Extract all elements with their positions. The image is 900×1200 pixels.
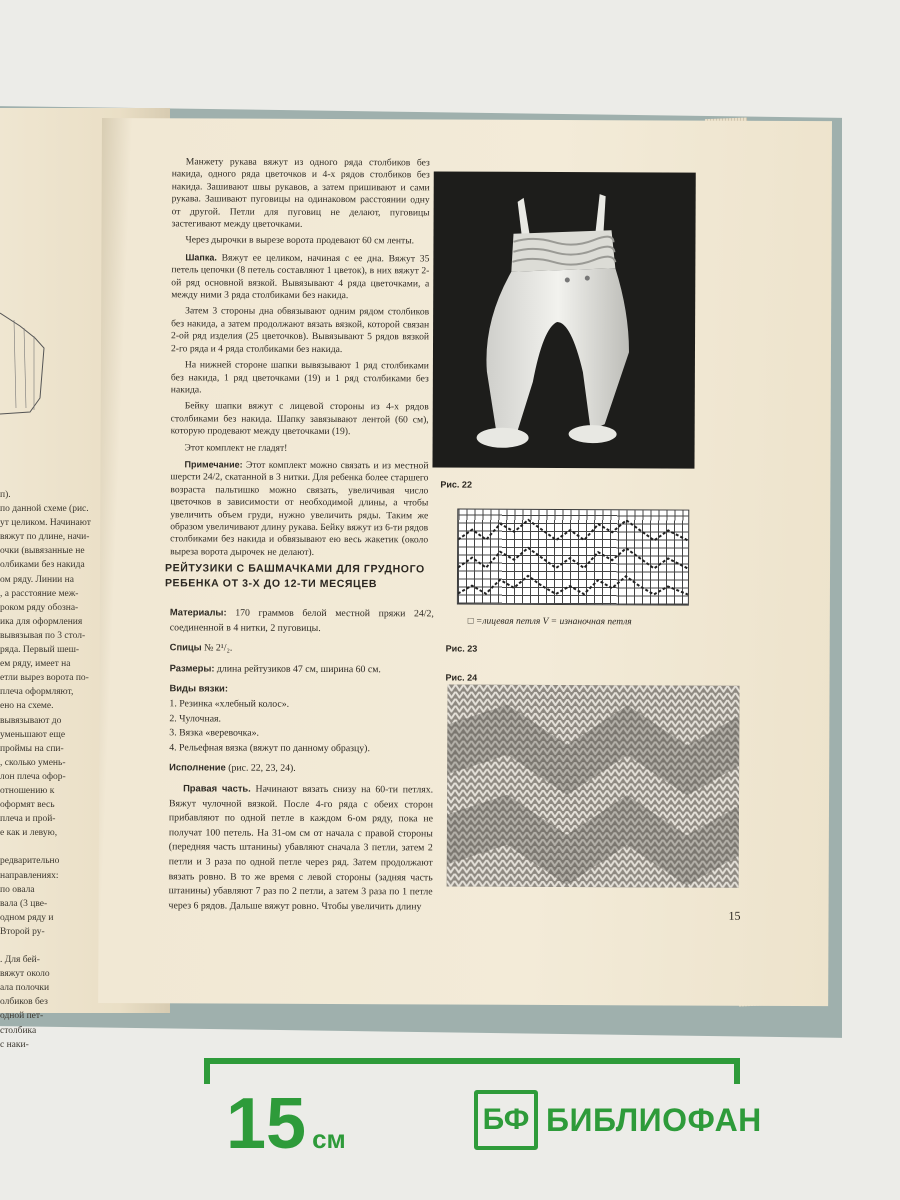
text-line: вывязывая по 3 стол-	[0, 630, 86, 641]
types-line	[169, 682, 433, 699]
page-number: 15	[728, 908, 741, 923]
text-line: одной пет-	[0, 1011, 44, 1022]
figure-24-knit-sample-photo	[447, 685, 740, 888]
types-list	[169, 697, 433, 757]
pattern-diagram	[0, 308, 60, 418]
romper-illustration	[432, 171, 695, 468]
text-line: с наки-	[0, 1039, 29, 1050]
sizes-text: длина рейтузиков 47 см, ширина 60 см.	[216, 663, 381, 676]
text-line: вала (3 цве-	[0, 898, 48, 909]
text-line: по данной схеме (рис.	[0, 504, 89, 515]
text-line: , сколько умень-	[0, 757, 66, 768]
text-line: Второй ру-	[0, 926, 45, 937]
figure-23-legend: □ =лицевая петля V = изнаночная петля	[467, 616, 632, 628]
text-line: ала полочки	[0, 983, 50, 994]
types-label: Виды вязки:	[169, 682, 228, 694]
instructions-column-bottom	[169, 605, 434, 919]
text-line: вяжут по длине, начи-	[0, 532, 90, 543]
list-item: 4. Рельефная вязка (вяжут по данному образцу).	[169, 742, 370, 754]
ruler-unit: см	[312, 1124, 346, 1154]
text-line: ено на схеме.	[0, 701, 54, 712]
knit-texture	[447, 685, 740, 888]
sizes-line	[170, 661, 434, 678]
text-line: олбиками без накида	[0, 560, 85, 571]
ruler-number: 15	[226, 1084, 307, 1164]
text-line: плеча оформляют,	[0, 687, 74, 698]
text-line: очки (вывязанные не	[0, 546, 85, 557]
text-line: одном ряду и	[0, 912, 54, 923]
paragraph-text: Вяжут ее целиком, начиная с ее дна. Вяжут 35 петель цепочки (8 петель составляют 1 цветок), в них вяжут 2-ой ряд основной вязкой. Вывязывают 4 ряда цветочками, а между ними 3 ряда столбиками без накида.	[171, 252, 430, 302]
figure-22-photo	[432, 171, 695, 468]
text-line: ут целиком. Начинают	[0, 518, 91, 529]
right-page	[98, 118, 832, 1006]
right-part-paragraph	[169, 781, 434, 914]
text-line: . Для бей-	[0, 955, 40, 966]
text-line: вяжут около	[0, 969, 50, 980]
text-line: п).	[0, 490, 11, 500]
text-line: е как и левую,	[0, 828, 58, 839]
materials-label: Материалы:	[169, 606, 227, 618]
right-part-label: Правая часть.	[183, 782, 251, 794]
text-line: , а расстояние меж-	[0, 588, 79, 599]
paragraph	[170, 458, 428, 559]
materials-line	[170, 605, 434, 636]
list-item: 3. Вязка «веревочка».	[169, 727, 259, 739]
paragraph	[171, 251, 429, 303]
zigzag-pattern	[458, 510, 688, 605]
note-text: Этот комплект можно связать и из местной шерсти 24/2, скатанной в 3 нитки. Для ребенка более старшего возраста пальтишко можно связать, увеличивая число цветочков в зависимости от необходимой длины, а чтобы увеличить объем груди, нужно увеличить ряды. Таким же образом увеличивают длину рукава. Бейку вяжут из 6-ти рядов столбиками без накида и обвязывают ею весь жакетик (около выреза ворота дырочек не делают).	[170, 459, 429, 558]
text-line: вывязывают до	[0, 715, 62, 726]
section-heading: РЕЙТУЗИКИ С БАШМАЧКАМИ ДЛЯ ГРУДНОГО РЕБЕНКА ОТ 3-Х ДО 12-ТИ МЕСЯЦЕВ	[164, 562, 425, 591]
figure-24-caption: Рис. 24	[445, 672, 478, 683]
text-line: ем ряду, имеет на	[0, 659, 71, 670]
paragraph: Бейку шапки вяжут с лицевой стороны из 4-х рядов столбиками без накида. Шапку завязывают лентой (60 см), которую продевают между цветочками (19).	[170, 400, 429, 438]
text-line: редварительно	[0, 856, 60, 867]
note-label: Примечание:	[184, 459, 243, 470]
paragraph: Манжету рукава вяжут из одного ряда столбиков без накида, одного ряда цветочков и 4-х рядов столбиков без накида. Зашивают швы рукавов, а затем пришивают и сами рукава. Зашивают пуговицы на одинаковом расстоянии одну от другой. Петли для пуговиц не делают, пуговицы застегивают между цветочками.	[171, 156, 430, 230]
paragraph: На нижней стороне шапки вывязывают 1 ряд столбиками без накида, 1 ряд цветочками (19) и 1 ряд столбиками без накида.	[170, 359, 429, 396]
brand-watermark	[474, 1090, 762, 1150]
text-line: отношению к	[0, 785, 55, 796]
text-line: ика для оформления	[0, 616, 83, 627]
text-line: олбиков без	[0, 997, 48, 1008]
text-line: столбика	[0, 1025, 37, 1036]
right-part-text: Начинают вязать снизу на 60-ти петлях. Вяжут чулочной вязкой. После 4-го ряда с обеих сторон прибавляют по одной петле в каждом 6-ом ряду, пока не получат 100 петель. На 31-ом см от начала с правой стороны (передняя часть штанины) убавляют сначала 3 петли, затем 2 петли и 3 раза по одной петле через ряд. Затем продолжают вязать ровно. В то же время с левой стороны (задняя часть штанины) убавляют 7 раз по 2 петли, а затем 3 раза по 1 петле через 6 рядов. Дальше вяжут ровно. Чтобы увеличить длину	[168, 783, 434, 913]
paragraph: Через дырочки в вырезе ворота продевают 60 см ленты.	[185, 234, 415, 247]
text-line: ряда. Первый шеш-	[0, 645, 80, 656]
list-item: 2. Чулочная.	[169, 712, 222, 725]
execution-line	[169, 761, 433, 778]
sizes-label: Размеры:	[169, 662, 215, 674]
figure-23-knitting-chart	[457, 509, 689, 606]
text-line: етли вырез ворота по-	[0, 673, 89, 684]
text-line: по овала	[0, 884, 35, 895]
execution-label: Исполнение	[169, 761, 226, 773]
needles-line	[170, 640, 434, 657]
text-line: ом ряду. Линии на	[0, 574, 74, 585]
figure-23-caption: Рис. 23	[445, 643, 478, 654]
text-line: проймы на спи-	[0, 743, 64, 754]
paragraph: Этот комплект не гладят!	[184, 441, 288, 454]
instructions-column-top	[170, 156, 430, 563]
execution-text: (рис. 22, 23, 24).	[228, 762, 296, 775]
figure-22-caption: Рис. 22	[440, 479, 472, 490]
text-line: оформят весь	[0, 800, 55, 811]
brand-name: БИБЛИОФАН	[546, 1101, 762, 1138]
materials-text: 170 граммов белой местной пряжи 24/2, соединенной в 4 нитки, 2 пуговицы.	[169, 607, 434, 634]
needles-label: Спицы	[169, 641, 202, 653]
brand-logo-icon: БФ	[474, 1090, 538, 1150]
needles-text: № 2¹/₂.	[204, 642, 233, 654]
text-line: направлениях:	[0, 870, 59, 881]
text-line: уменьшают еще	[0, 729, 66, 740]
ruler-label	[226, 1084, 346, 1164]
paragraph: Затем 3 стороны дна обвязывают одним рядом столбиков без накида, а затем продолжают вязать вязкой, которой связан 2-ой ряд изделия (25 цветочков). Вывязывают 5 рядов вязкой 2-го ряда и 4 ряда столбиками без накида.	[170, 305, 430, 355]
text-line: роком ряду обозна-	[0, 602, 79, 613]
hat-label: Шапка.	[185, 252, 217, 263]
text-line: лон плеча офор-	[0, 771, 66, 782]
text-line: плеча и прой-	[0, 814, 56, 825]
scale-ruler	[204, 1058, 740, 1084]
list-item: 1. Резинка «хлебный колос».	[169, 698, 290, 710]
